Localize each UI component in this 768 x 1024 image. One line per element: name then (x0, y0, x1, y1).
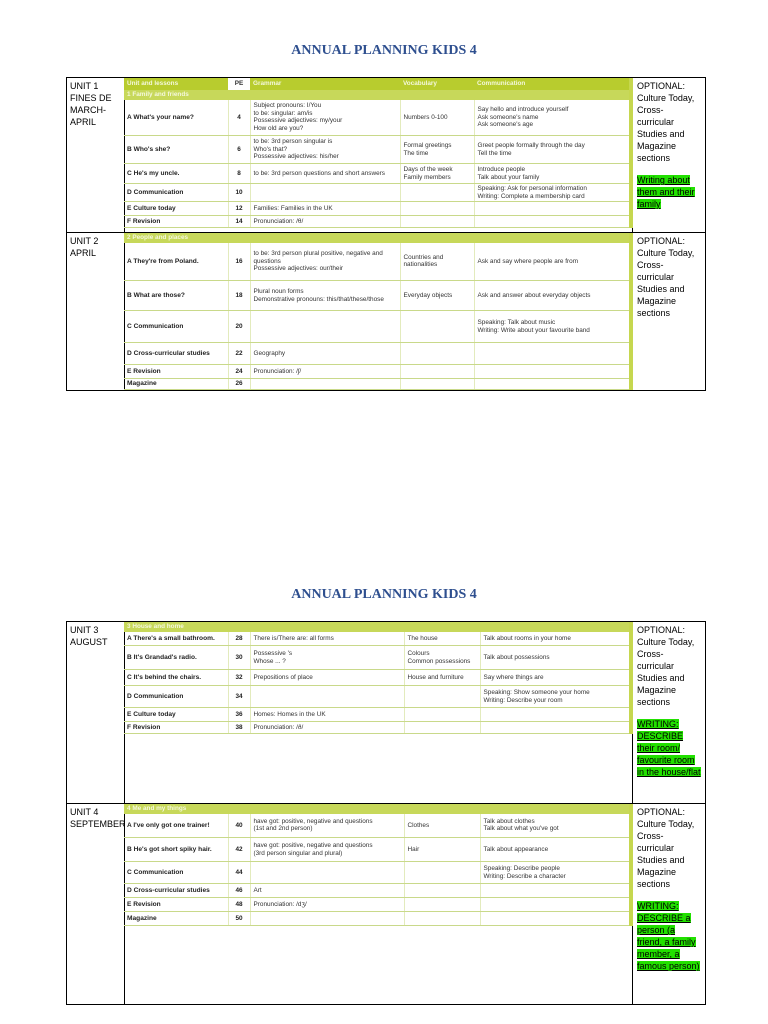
table-row: D Cross-curricular studies 22 Geography (124, 343, 633, 365)
table-row: B It's Grandad's radio. 30 Possessive 's Whose ... ? Colours Common possessions Talk about possessions (124, 646, 633, 670)
table-row: F Revision 14 Pronunciation: /θ/ (124, 216, 633, 228)
syllabus-table (124, 622, 633, 734)
unit-label: UNIT 2 APRIL (67, 233, 125, 391)
book-excerpt (125, 804, 633, 1005)
table-row: F Revision 38 Pronunciation: /ð/ (124, 722, 633, 734)
unit-label: UNIT 3 AUGUST (67, 622, 125, 804)
table-row: D Communication 34 Speaking: Show someone your home Writing: Describe your room (124, 686, 633, 708)
table-row: E Culture today 36 Homes: Homes in the UK (124, 708, 633, 722)
header-cell: Unit and lessons (124, 78, 228, 90)
writing-task: WRITING: DESCRIBE a person (a friend, a family member, a famous person) (637, 901, 700, 971)
section-heading: 1 Family and friends (124, 90, 633, 100)
planning-table (66, 621, 706, 1005)
section-heading: 4 Me and my things (124, 804, 633, 814)
table-row: A There's a small bathroom. 28 There is/There are: all forms The house Talk about rooms in your home (124, 632, 633, 646)
table-row: D Cross-curricular studies 46 Art (124, 884, 633, 898)
table-row: E Revision 48 Pronunciation: /dʒ/ (124, 898, 633, 912)
page-title: ANNUAL PLANNING KIDS 4 (291, 587, 477, 602)
table-row: Magazine 50 (124, 912, 633, 926)
header-cell: Communication (474, 78, 633, 90)
section-heading: 2 People and places (124, 233, 633, 243)
table-row: C It's behind the chairs. 32 Prepositions of place House and furniture Say where things are (124, 670, 633, 686)
table-row: C Communication 44 Speaking: Describe people Writing: Describe a character (124, 862, 633, 884)
unit-label: UNIT 4 SEPTEMBER (67, 804, 125, 1005)
section-heading: 3 House and home (124, 622, 633, 632)
table-row: A What's your name? 4 Subject pronouns: I/You to be: singular: am/is Possessive adjectives: my/your How old are you? Numbers 0-100 Say hello and introduce yourself Ask someone's name Ask someone's age (124, 100, 633, 136)
table-row: C He's my uncle. 8 to be: 3rd person questions and short answers Days of the week Family members Introduce people Talk about your family (124, 164, 633, 184)
table-row: Magazine 26 (124, 379, 633, 390)
table-row: E Revision 24 Pronunciation: /ʃ/ (124, 365, 633, 379)
table-row: E Culture today 12 Families: Families in the UK (124, 202, 633, 216)
planning-table (66, 77, 706, 391)
syllabus-table (124, 78, 633, 228)
syllabus-table (124, 233, 633, 390)
unit-label: UNIT 1 FINES DE MARCH- APRIL (67, 78, 125, 233)
optional-notes: OPTIONAL: Culture Today, Cross- curricular Studies and Magazine sections Writing about them and their family (633, 78, 706, 233)
optional-notes: OPTIONAL: Culture Today, Cross- curricular Studies and Magazine sections (633, 233, 706, 391)
book-excerpt (125, 233, 633, 391)
header-cell: Vocabulary (400, 78, 474, 90)
table-row: C Communication 20 Speaking: Talk about music Writing: Write about your favourite band (124, 311, 633, 343)
optional-notes: OPTIONAL: Culture Today, Cross- curricular Studies and Magazine sections WRITING: DESCRIBE their room/ favourite room in the house/flat (633, 622, 706, 804)
table-row: A They're from Poland. 16 to be: 3rd person plural positive, negative and questions Possessive adjectives: our/their Countries and nationalities Ask and say where people are from (124, 243, 633, 281)
writing-task: WRITING: DESCRIBE their room/ favourite room in the house/flat (637, 719, 701, 777)
writing-task: Writing about them and their family (637, 175, 695, 209)
table-row: B Who's she? 6 to be: 3rd person singular is Who's that? Possessive adjectives: his/her Formal greetings The time Greet people formally through the day Tell the time (124, 136, 633, 164)
optional-notes: OPTIONAL: Culture Today, Cross- curricular Studies and Magazine sections WRITING: DESCRIBE a person (a friend, a family member, a famous person) (633, 804, 706, 1005)
syllabus-table (124, 804, 633, 926)
header-cell: PE (228, 78, 250, 90)
book-excerpt (125, 622, 633, 804)
table-row: B What are those? 18 Plural noun forms Demonstrative pronouns: this/that/these/those Everyday objects Ask and answer about everyday objects (124, 281, 633, 311)
table-row: D Communication 10 Speaking: Ask for personal information Writing: Complete a membership card (124, 184, 633, 202)
table-row: A I've only got one trainer! 40 have got: positive, negative and questions (1st and 2nd person) Clothes Talk about clothes Talk about what you've got (124, 814, 633, 838)
book-excerpt (125, 78, 633, 233)
page-title: ANNUAL PLANNING KIDS 4 (291, 43, 477, 58)
header-cell: Grammar (250, 78, 400, 90)
table-row: B He's got short spiky hair. 42 have got: positive, negative and questions (3rd person singular and plural) Hair Talk about appearance (124, 838, 633, 862)
